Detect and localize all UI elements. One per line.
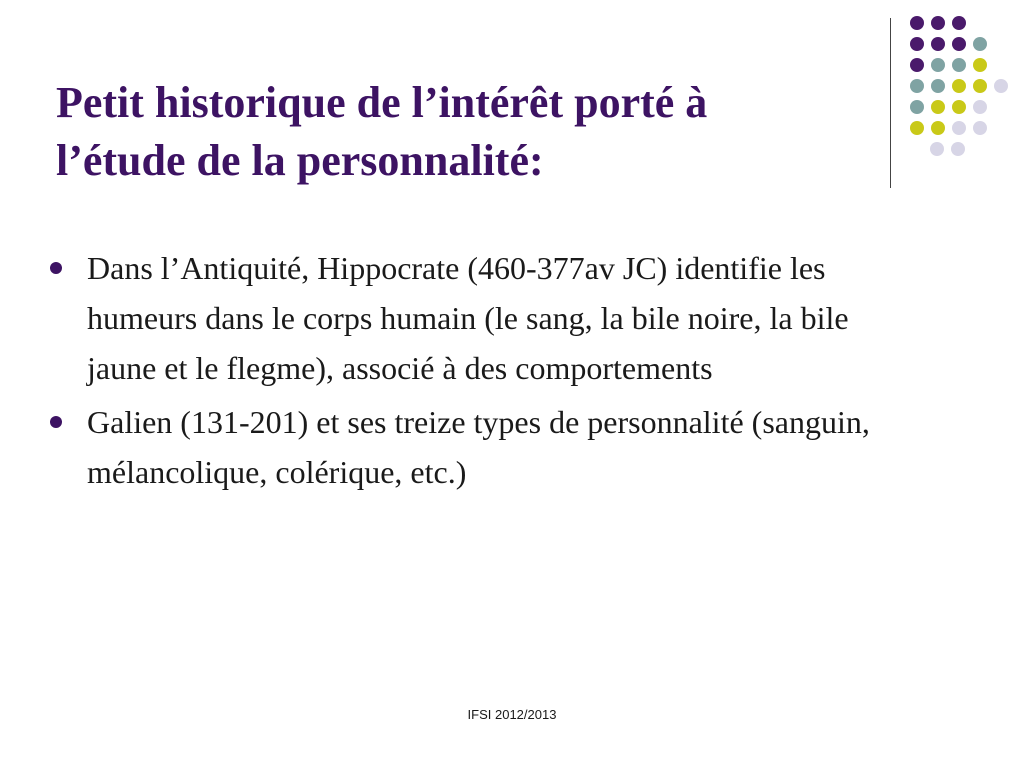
- bullet-list: [46, 243, 906, 501]
- decorative-dot: [952, 121, 966, 135]
- decorative-dot: [931, 16, 945, 30]
- decorative-dot: [952, 16, 966, 30]
- decorative-dot: [931, 58, 945, 72]
- decorative-dot: [910, 16, 924, 30]
- decorative-dot: [910, 100, 924, 114]
- decorative-dot: [952, 58, 966, 72]
- bullet-text: Galien (131-201) et ses treize types de personnalité (sanguin, mélancolique, colérique, etc.): [87, 404, 870, 490]
- bullet-text: Dans l’Antiquité, Hippocrate (460-377av JC) identifie les humeurs dans le corps humain (le sang, la bile noire, la bile jaune et le flegme), associé à des comportements: [87, 250, 849, 386]
- decorative-dot: [910, 58, 924, 72]
- slide-title-line-1: Petit historique de l’intérêt porté à: [56, 78, 708, 127]
- bullet-dot-icon: [50, 416, 62, 428]
- decorative-dot: [973, 79, 987, 93]
- decorative-dot: [973, 121, 987, 135]
- decorative-dot: [931, 79, 945, 93]
- decorative-dot: [910, 37, 924, 51]
- decorative-dot: [973, 100, 987, 114]
- decorative-dot: [973, 58, 987, 72]
- slide-title: [56, 74, 876, 190]
- bullet-dot-icon: [50, 262, 62, 274]
- decorative-dot: [910, 79, 924, 93]
- bullet-item-galien: [46, 397, 906, 497]
- slide-title-line-2: l’étude de la personnalité:: [56, 136, 544, 185]
- decorative-dot: [951, 142, 965, 156]
- decorative-dot: [910, 121, 924, 135]
- title-divider-line: [890, 18, 891, 188]
- bullet-item-hippocrate: [46, 243, 906, 393]
- slide-footer: IFSI 2012/2013: [467, 707, 557, 722]
- decorative-dot: [994, 79, 1008, 93]
- decorative-dot: [931, 100, 945, 114]
- decorative-dot: [931, 37, 945, 51]
- decorative-dot-grid: [900, 10, 1010, 170]
- decorative-dot: [952, 79, 966, 93]
- decorative-dot: [931, 121, 945, 135]
- decorative-dot: [952, 37, 966, 51]
- decorative-dot: [973, 37, 987, 51]
- decorative-dot: [930, 142, 944, 156]
- decorative-dot: [952, 100, 966, 114]
